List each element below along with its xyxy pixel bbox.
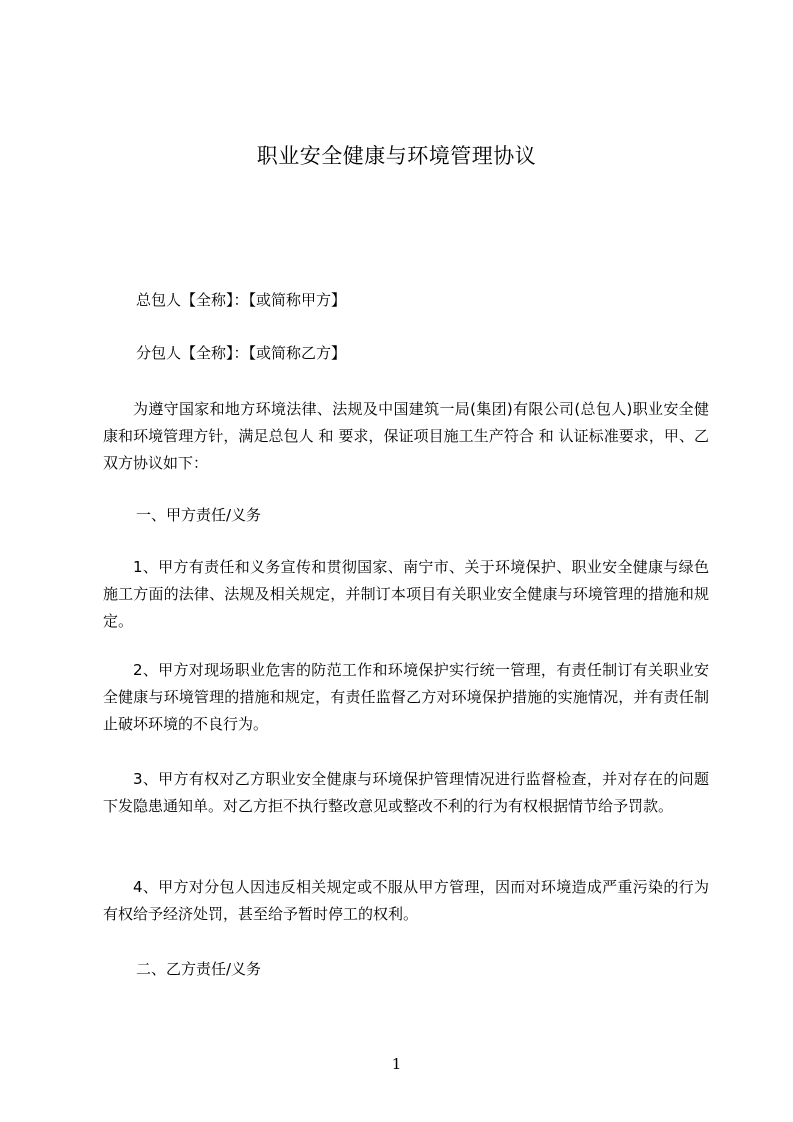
section-1-heading: 一、甲方责任/义务: [136, 506, 262, 524]
section-1-item-1: 1、甲方有责任和义务宣传和贯彻国家、南宁市、关于环境保护、职业安全健康与绿色施工方面的法律、法规及相关规定，并制订本项目有关职业安全健康与环境管理的措施和规定。: [103, 558, 709, 630]
general-contractor-line: 总包人【全称】：【或简称甲方】: [136, 291, 347, 309]
section-1-item-4: 4、甲方对分包人因违反相关规定或不服从甲方管理，因而对环境造成严重污染的行为有权给予经济处罚，甚至给予暂时停工的权利。: [103, 878, 709, 923]
document-title: 职业安全健康与环境管理协议: [256, 144, 537, 168]
page-number: 1: [391, 1055, 402, 1073]
subcontractor-line: 分包人【全称】：【或简称乙方】: [136, 344, 347, 362]
section-1-item-3: 3、甲方有权对乙方职业安全健康与环境保护管理情况进行监督检查，并对存在的问题下发隐患通知单。对乙方拒不执行整改意见或整改不利的行为有权根据情节给予罚款。: [103, 770, 709, 815]
intro-paragraph: 为遵守国家和地方环境法律、法规及中国建筑一局(集团)有限公司(总包人)职业安全健康和环境管理方针，满足总包人 和 要求，保证项目施工生产符合 和 认证标准要求，甲、乙双方协议如下：: [103, 400, 709, 472]
section-2-heading: 二、乙方责任/义务: [136, 960, 262, 978]
section-1-item-2: 2、甲方对现场职业危害的防范工作和环境保护实行统一管理，有责任制订有关职业安全健康与环境管理的措施和规定，有责任监督乙方对环境保护措施的实施情况，并有责任制止破坏环境的不良行为。: [103, 661, 709, 733]
